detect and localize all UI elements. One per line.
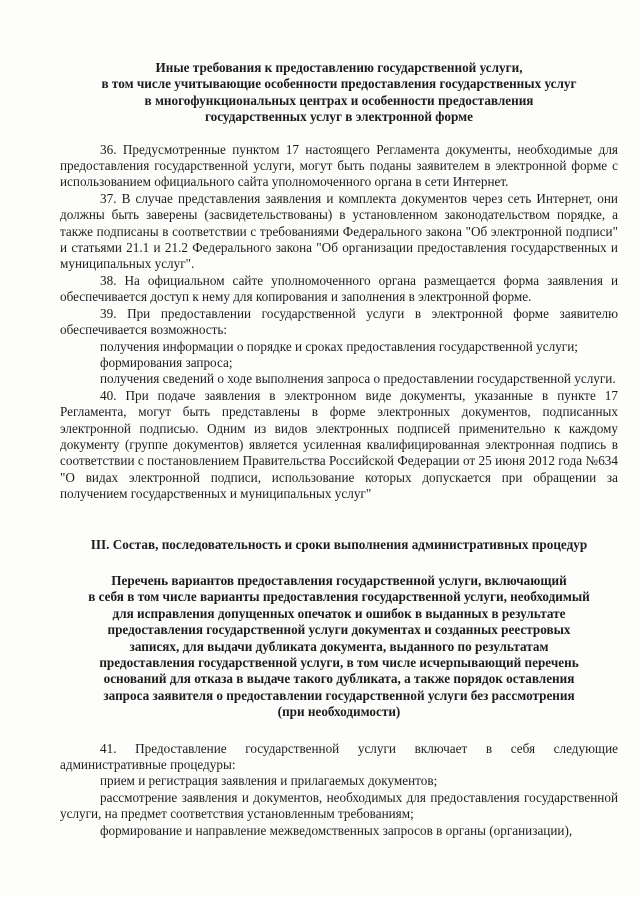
list-item: получения сведений о ходе выполнения запроса о предоставлении государственной услуги.	[100, 371, 616, 387]
paragraph-38: 38. На официальном сайте уполномоченного органа размещается форма заявления и обеспечивается доступ к нему для копирования и заполнения в электронной форме.	[60, 272, 618, 305]
heading-line: в многофункциональных центрах и особенности предоставления	[144, 92, 534, 108]
heading-line: в том числе учитывающие особенности предоставления государственных услуг	[101, 76, 577, 92]
heading-line: оснований для отказа в выдаче такого дубликата, а также порядок оставления	[103, 671, 575, 687]
heading-line: предоставления государственной услуги, в том числе исчерпывающий перечень	[99, 655, 579, 670]
section-body	[60, 142, 618, 503]
heading-line: запроса заявителя о предоставлении государственной услуги без рассмотрения	[103, 687, 575, 703]
list-item: формирования запроса;	[100, 354, 233, 370]
section-heading	[60, 60, 618, 126]
list-item: формирование и направление межведомственных запросов в органы (организации),	[100, 822, 573, 838]
heading-line: Перечень вариантов предоставления государственной услуги, включающий	[111, 572, 567, 588]
heading-line: записях, для выдачи дубликата документа, выданного по результатам	[129, 638, 549, 654]
section-body	[60, 741, 618, 839]
heading-line: для исправления допущенных опечаток и ошибок в выданных в результате	[112, 605, 566, 621]
heading-line: государственных услуг в электронной форме	[205, 109, 473, 125]
paragraph-40: 40. При подаче заявления в электронном виде документы, указанные в пункте 17 Регламента, могут быть представлены в форме электронных документов, подписанных электронной подписью. Одним из видов электронных подписей применительно к каждому документу (группе документов) является усиленная квалифицированная электронная подпись в соответствии с постановлением Правительства Российской Федерации от 25 июня 2012 года №634 "О видах электронной подписи, использование которых допускается при обращении за получением государственных и муниципальных услуг"	[60, 387, 618, 502]
paragraph-39: 39. При предоставлении государственной услуги в электронной форме заявителю обеспечивается возможность:	[60, 305, 618, 338]
paragraph-36: 36. Предусмотренные пунктом 17 настоящего Регламента документы, необходимые для предоставления государственной услуги, могут быть поданы заявителем в электронной форме с использованием официального сайта уполномоченного органа в сети Интернет.	[60, 141, 618, 190]
list-item: рассмотрение заявления и документов, необходимых для предоставления государственной услуги, на предмет соответствия установленным требованиям;	[60, 789, 618, 822]
heading-line: предоставления государственной услуги документах и созданных реестровых	[107, 622, 571, 638]
paragraph-37: 37. В случае представления заявления и комплекта документов через сеть Интернет, они должны быть заверены (засвидетельствованы) в установленном законодательством порядке, а также подписаны в соответствии с требованиями Федерального закона "Об электронной подписи" и статьями 21.1 и 21.2 Федерального закона "Об организации предоставления государственных и муниципальных услуг".	[60, 190, 618, 272]
heading-line: Иные требования к предоставлению государственной услуги,	[155, 60, 523, 75]
list-item: прием и регистрация заявления и прилагаемых документов;	[100, 773, 438, 789]
heading-line: (при необходимости)	[277, 704, 401, 720]
list-item: получения информации о порядке и сроках предоставления государственной услуги;	[100, 338, 578, 354]
heading-line: в себя в том числе варианты предоставления государственной услуги, необходимый	[88, 589, 590, 605]
paragraph-41: 41. Предоставление государственной услуги включает в себя следующие административные процедуры:	[60, 740, 618, 773]
chapter-title: III. Состав, последовательность и сроки выполнения административных процедур	[90, 536, 588, 552]
subsection-heading	[60, 573, 618, 721]
